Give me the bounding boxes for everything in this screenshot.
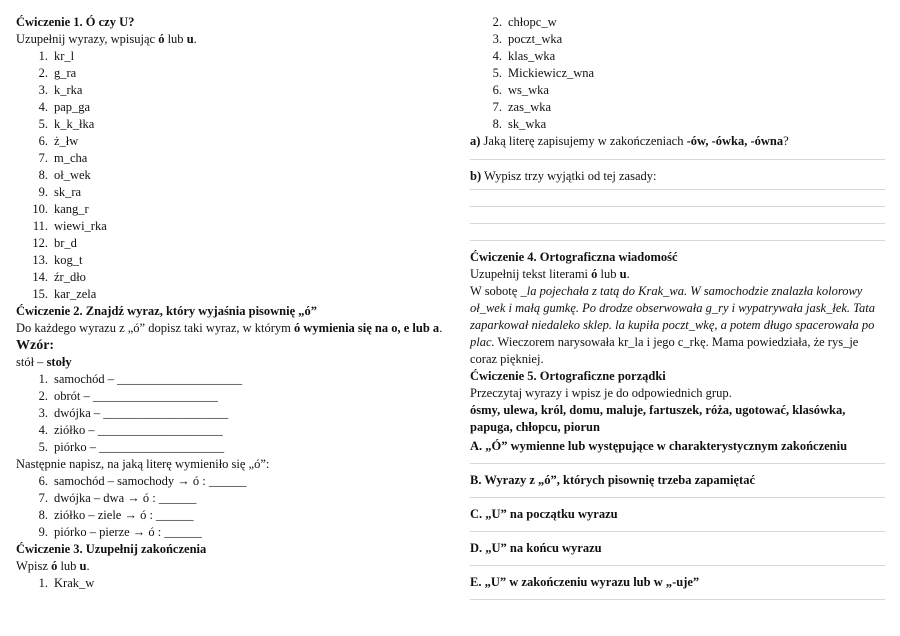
list-item: 5. piórko – ____________________ [38, 440, 225, 454]
exercise-4-text: W sobotę _la pojechała z tatą do Krak_wa. W samochodzie znalazła kolorowy oł_wek i małą gumkę. Po drodze obserwowała g_ry i wypatrywała jask_łek. Tata zaparkował niedaleko sklep. la kupiła poczt_wkę, a potem długo spacerowała po plac. Wieczorem narysowała kr_la i jego c_rkę. Mama powiedziała, że rys_je coraz piękniej. [470, 284, 875, 366]
list-item: 1. kr_l [38, 49, 75, 63]
exercise-1-title: Ćwiczenie 1. Ó czy U? [16, 15, 135, 29]
list-item: 6. samochód – samochody → ó : ______ [38, 474, 247, 488]
exercise-3-list [16, 575, 446, 592]
list-item: 3. poczt_wka [492, 32, 563, 46]
pattern-example: stół – stoły [16, 355, 72, 369]
pattern-heading: Wzór: [16, 338, 55, 353]
list-item: 11. wiewi_rka [32, 219, 107, 233]
list-item: 12. br_d [32, 236, 77, 250]
list-item: 5. Mickiewicz_wna [492, 66, 595, 80]
list-item: 7. zas_wka [492, 100, 552, 114]
list-item: 3. dwójka – ____________________ [38, 406, 229, 420]
exercise-2-title: Ćwiczenie 2. Znajdź wyraz, który wyjaśnia pisownię „ó” [16, 304, 318, 318]
list-item: 15. kar_zela [32, 287, 97, 301]
list-item: 1. samochód – ____________________ [38, 372, 243, 386]
exercise-4-instruction: Uzupełnij tekst literami ó lub u. [470, 267, 630, 281]
list-item: 10. kang_r [32, 202, 89, 216]
exercise-1-list [16, 48, 446, 303]
list-item: 8. oł_wek [38, 168, 91, 182]
list-item: 8. ziółko – ziele → ó : ______ [38, 508, 194, 522]
list-item: 13. kog_t [32, 253, 83, 267]
list-item: 4. klas_wka [492, 49, 556, 63]
exercise-2-list-2 [16, 473, 446, 541]
exercise-2-next-instruction: Następnie napisz, na jaką literę wymieniło się „ó”: [16, 457, 270, 471]
list-item: 7. m_cha [38, 151, 88, 165]
list-item: 7. dwójka – dwa → ó : ______ [38, 491, 197, 505]
question-b: b) Wypisz trzy wyjątki od tej zasady: [470, 169, 657, 183]
group-a-label: A. „Ó” wymienne lub występujące w charakterystycznym zakończeniu [470, 439, 848, 453]
exercise-2-instruction: Do każdego wyrazu z „ó” dopisz taki wyraz, w którym ó wymienia się na o, e lub a. [16, 321, 443, 335]
exercise-4-title: Ćwiczenie 4. Ortograficzna wiadomość [470, 250, 678, 264]
list-item: 6. ws_wka [492, 83, 549, 97]
list-item: 5. k_k_łka [38, 117, 95, 131]
question-a: a) Jaką literę zapisujemy w zakończeniach -ów, -ówka, -ówna? [470, 134, 789, 148]
exercise-3-list-continued [470, 14, 890, 133]
exercise-3-title: Ćwiczenie 3. Uzupełnij zakończenia [16, 542, 207, 556]
right-column [470, 14, 890, 600]
list-item: 6. ż_łw [38, 134, 79, 148]
exercise-5-title: Ćwiczenie 5. Ortograficzne porządki [470, 369, 666, 383]
list-item: 4. ziółko – ____________________ [38, 423, 223, 437]
group-e-label: E. „U” w zakończeniu wyrazu lub w „-uje” [470, 575, 700, 589]
list-item: 3. k_rka [38, 83, 83, 97]
list-item: 1. Krak_w [38, 576, 95, 590]
list-item: 8. sk_wka [492, 117, 547, 131]
answer-line [470, 599, 885, 600]
list-item: 2. g_ra [38, 66, 77, 80]
exercise-3-instruction: Wpisz ó lub u. [16, 559, 90, 573]
left-column [16, 14, 446, 592]
group-c-label: C. „U” na początku wyrazu [470, 507, 618, 521]
list-item: 9. sk_ra [38, 185, 82, 199]
group-b-label: B. Wyrazy z „ó”, których pisownię trzeba zapamiętać [470, 473, 756, 487]
exercise-5-words: ósmy, ulewa, król, domu, maluje, fartuszek, róża, ugotować, klasówka, papuga, chłopcu, piorun [470, 403, 846, 434]
group-d-label: D. „U” na końcu wyrazu [470, 541, 602, 555]
exercise-5-instruction: Przeczytaj wyrazy i wpisz je do odpowiednich grup. [470, 386, 732, 400]
list-item: 2. obrót – ____________________ [38, 389, 218, 403]
list-item: 4. pap_ga [38, 100, 91, 114]
list-item: 2. chłopc_w [492, 15, 557, 29]
exercise-1-instruction: Uzupełnij wyrazy, wpisując ó lub u. [16, 32, 197, 46]
list-item: 9. piórko – pierze → ó : ______ [38, 525, 202, 539]
list-item: 14. źr_dło [32, 270, 86, 284]
exercise-2-list [16, 371, 446, 456]
